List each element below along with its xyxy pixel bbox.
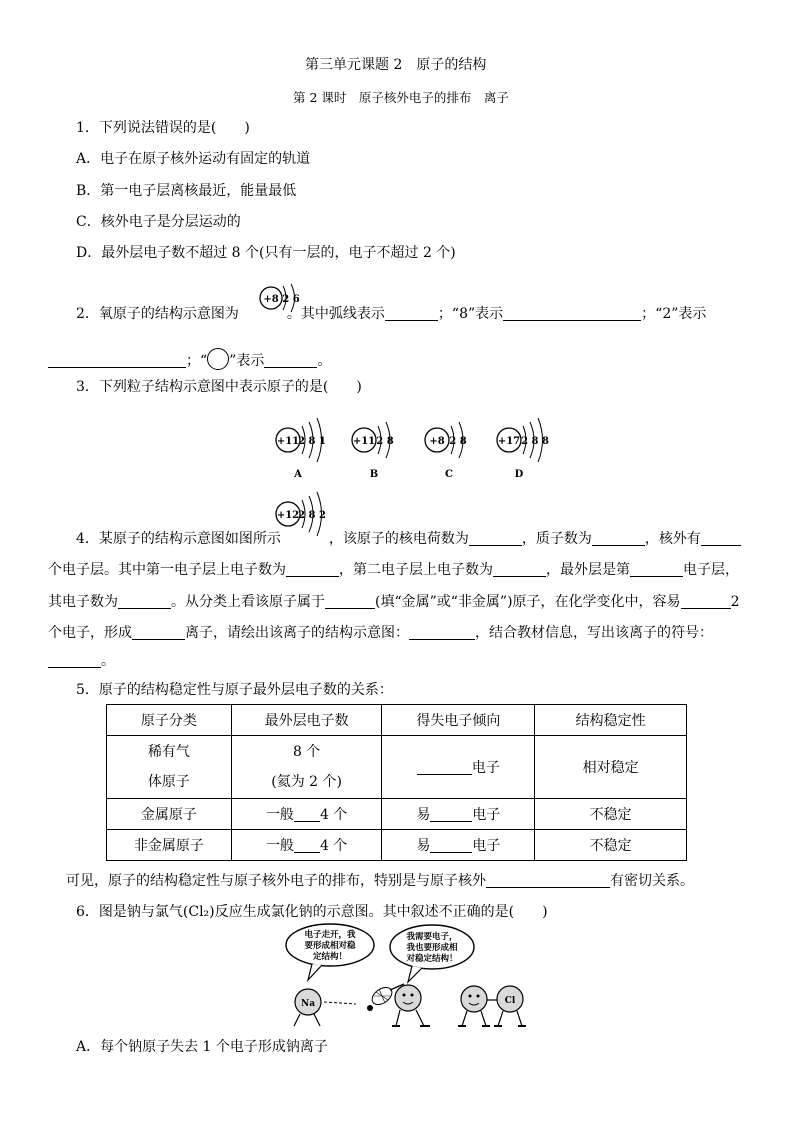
q4-blank-metal[interactable] [325,594,375,609]
q4-line4 [48,624,713,642]
q4-blank-charge[interactable] [469,531,522,546]
table-header: 原子分类 [107,705,232,736]
q2-part2: ；“8”表示 [437,306,504,322]
q2-part3: ；“2”表示 [641,306,707,322]
row2-blank-tendency[interactable] [430,807,472,822]
bubble-right-line2: 我也要形成相 [406,943,458,953]
row2-blank-count[interactable] [294,807,320,822]
q4-line5 [48,652,115,670]
table-cell [382,830,535,861]
chlorine-character-middle [392,985,430,1026]
circle-icon [207,348,229,370]
q4-line3 [48,593,739,611]
particle-d [497,418,549,480]
table-cell [382,799,535,830]
table-cell: 非金属原子 [107,830,232,861]
bubble-right-line3: 对稳定结构！ [406,954,458,964]
chlorine-character-left [458,986,490,1026]
table-header-row [107,705,687,736]
q4-line1 [76,530,741,548]
q4-blank-ion-diagram[interactable] [409,625,475,640]
page-subtitle: 第 2 课时 原子核外电子的排布 离子 [293,90,509,105]
q4-blank-outer-layer[interactable] [630,562,683,577]
row3-blank-count[interactable] [294,838,320,853]
bubble-left-line2: 要形成相对稳 [304,941,356,951]
table-cell [231,830,382,861]
q4-l2c: ，最外层是第 [546,562,630,578]
q2-line1 [76,305,706,323]
q4-l3b: 。从分类上看该原子属于 [171,594,325,610]
q4-blank-gain-lose[interactable] [681,594,731,609]
row3-c3a: 易 [416,838,431,854]
sodium-chlorine-cartoon [284,922,540,1030]
q6-option-a: A．每个钠原子失去 1 个电子形成钠离子 [76,1039,328,1055]
q4-blank-second-layer[interactable] [493,562,546,577]
q4-l1c: ，质子数为 [521,531,592,547]
q2-blank-8[interactable] [503,306,641,321]
table-row [107,830,687,861]
row1-blank[interactable] [417,760,472,775]
q4-blank-protons[interactable] [592,531,645,546]
particle-b-nucleus: +11 [352,436,376,447]
particle-a-shells: 2 8 1 [298,436,326,447]
q2-prefix: 2．氧原子的结构示意图为 [76,306,239,322]
particle-c-nucleus: +8 [429,436,445,447]
q1-option-c: C．核外电子是分层运动的 [76,214,241,230]
table-cell: 不稳定 [535,830,687,861]
q4-l1a: 4．某原子的结构示意图如图所示 [76,531,281,547]
bubble-left [286,924,374,980]
row3-c2b: 4 个 [319,838,348,854]
table-row [107,799,687,830]
q4-l1b: ，该原子的核电荷数为 [328,531,469,547]
q4-l3d: 2 [730,594,740,610]
q4-l4b: 离子，请绘出该离子的结构示意图： [185,625,409,641]
table-header: 结构稳定性 [535,705,687,736]
oxygen-nucleus-label: +8 [263,294,279,305]
q1-option-b: B．第一电子层离核最近，能量最低 [76,183,297,199]
table-header: 最外层电子数 [231,705,382,736]
particle-a-nucleus: +11 [276,436,300,447]
q4-blank-ion-symbol[interactable] [48,653,101,668]
q4-blank-layers[interactable] [701,531,741,546]
table-cell [107,736,232,799]
q6-stem: 6．图是钠与氯气(Cl₂)反应生成氯化钠的示意图。其中叙述不正确的是( ) [76,904,548,920]
row3-blank-tendency[interactable] [430,838,472,853]
table-cell [382,736,535,799]
q1-option-a: A．电子在原子核外运动有固定的轨道 [76,151,311,167]
q2-line2 [48,348,331,370]
row2-c2b: 4 个 [319,807,348,823]
particle-b-shells: 2 8 [376,436,394,447]
oxygen-shells-label: 2 6 [282,294,300,305]
row2-c2a: 一般 [265,807,294,823]
particle-b [352,422,394,480]
q2-part5: ”表示 [229,353,265,369]
table-cell: 金属原子 [107,799,232,830]
bubble-left-line1: 电子走开，我 [304,930,356,940]
q4-l3c: (填“金属”或“非金属”)原子，在化学变化中，容易 [375,594,681,610]
q4-blank-ion-type[interactable] [132,625,185,640]
q5-conclusion [66,872,694,890]
q4-blank-first-layer[interactable] [286,562,339,577]
row3-c2a: 一般 [265,838,294,854]
q2-part1: 。其中弧线表示 [286,306,385,322]
table-row [107,736,687,799]
row1-c2a: 8 个 [292,744,321,760]
q4-l3a: 其电子数为 [48,594,118,610]
q4-line2 [48,561,739,579]
table-cell [231,799,382,830]
particle-c [425,422,467,480]
particle-c-shells: 2 8 [449,436,467,447]
sodium-character [294,989,356,1026]
particle-d-shells: 2 8 8 [521,436,549,447]
row3-c3b: 电子 [472,838,501,854]
row2-c3a: 易 [416,807,431,823]
cl-label: Cl [504,996,516,1006]
particle-a [276,418,326,480]
page-title: 第三单元课题 2 原子的结构 [305,57,487,73]
particle-d-label: D [514,469,524,480]
q4-blank-outer-electrons[interactable] [118,594,171,609]
row1-c3: 电子 [471,760,500,776]
row1-c2b: (氦为 2 个) [271,774,342,790]
q4-l2a: 个电子层。其中第一电子层上电子数为 [48,562,286,578]
q1-option-d: D．最外层电子数不超过 8 个(只有一层的，电子不超过 2 个) [76,245,456,261]
q5-stem: 5．原子的结构稳定性与原子最外层电子数的关系： [76,682,393,698]
particle-a-label: A [294,469,302,480]
row2-c3b: 电子 [472,807,501,823]
q4-l2d: 电子层， [683,562,739,578]
table-cell: 不稳定 [535,799,687,830]
bubble-right-line1: 我需要电子， [406,932,458,942]
q2-blank-arc[interactable] [385,306,438,321]
na-label: Na [300,999,316,1009]
q3-stem: 3．下列粒子结构示意图中表示原子的是( ) [76,379,362,395]
stability-table [106,704,687,861]
row1-c1b: 体原子 [147,774,190,790]
table-header: 得失电子倾向 [382,705,535,736]
q4-shells-label: 2 8 2 [298,510,326,521]
chlorine-character-right [487,986,526,1026]
q2-blank-circle[interactable] [264,353,317,368]
table-cell: 相对稳定 [535,736,687,799]
bubble-right [390,925,474,982]
particle-diagrams [268,410,568,482]
q2-part6: 。 [317,353,332,369]
q4-nucleus-label: +12 [276,510,300,521]
particle-b-label: B [369,469,379,480]
row1-c1a: 稀有气 [147,744,190,760]
particle-c-label: C [445,469,453,480]
q5-conclusion-b: 有密切关系。 [610,873,694,889]
q4-l2b: ，第二电子层上电子数为 [339,562,493,578]
q2-part4: ；“ [186,353,208,369]
bubble-left-line3: 定结构！ [312,952,348,962]
q1-stem: 1．下列说法错误的是( ) [76,120,250,136]
q4-l4c: ，结合教材信息，写出该离子的符号： [475,625,713,641]
q5-blank-outer[interactable] [486,873,610,888]
particle-d-nucleus: +17 [497,436,521,447]
q4-l5: 。 [101,653,115,669]
q4-l1d: ，核外有 [644,531,701,547]
table-cell [231,736,382,799]
q2-blank-2[interactable] [48,353,186,368]
q4-l4a: 个电子，形成 [48,625,132,641]
q5-conclusion-a: 可见，原子的结构稳定性与原子核外电子的排布，特别是与原子核外 [66,873,486,889]
